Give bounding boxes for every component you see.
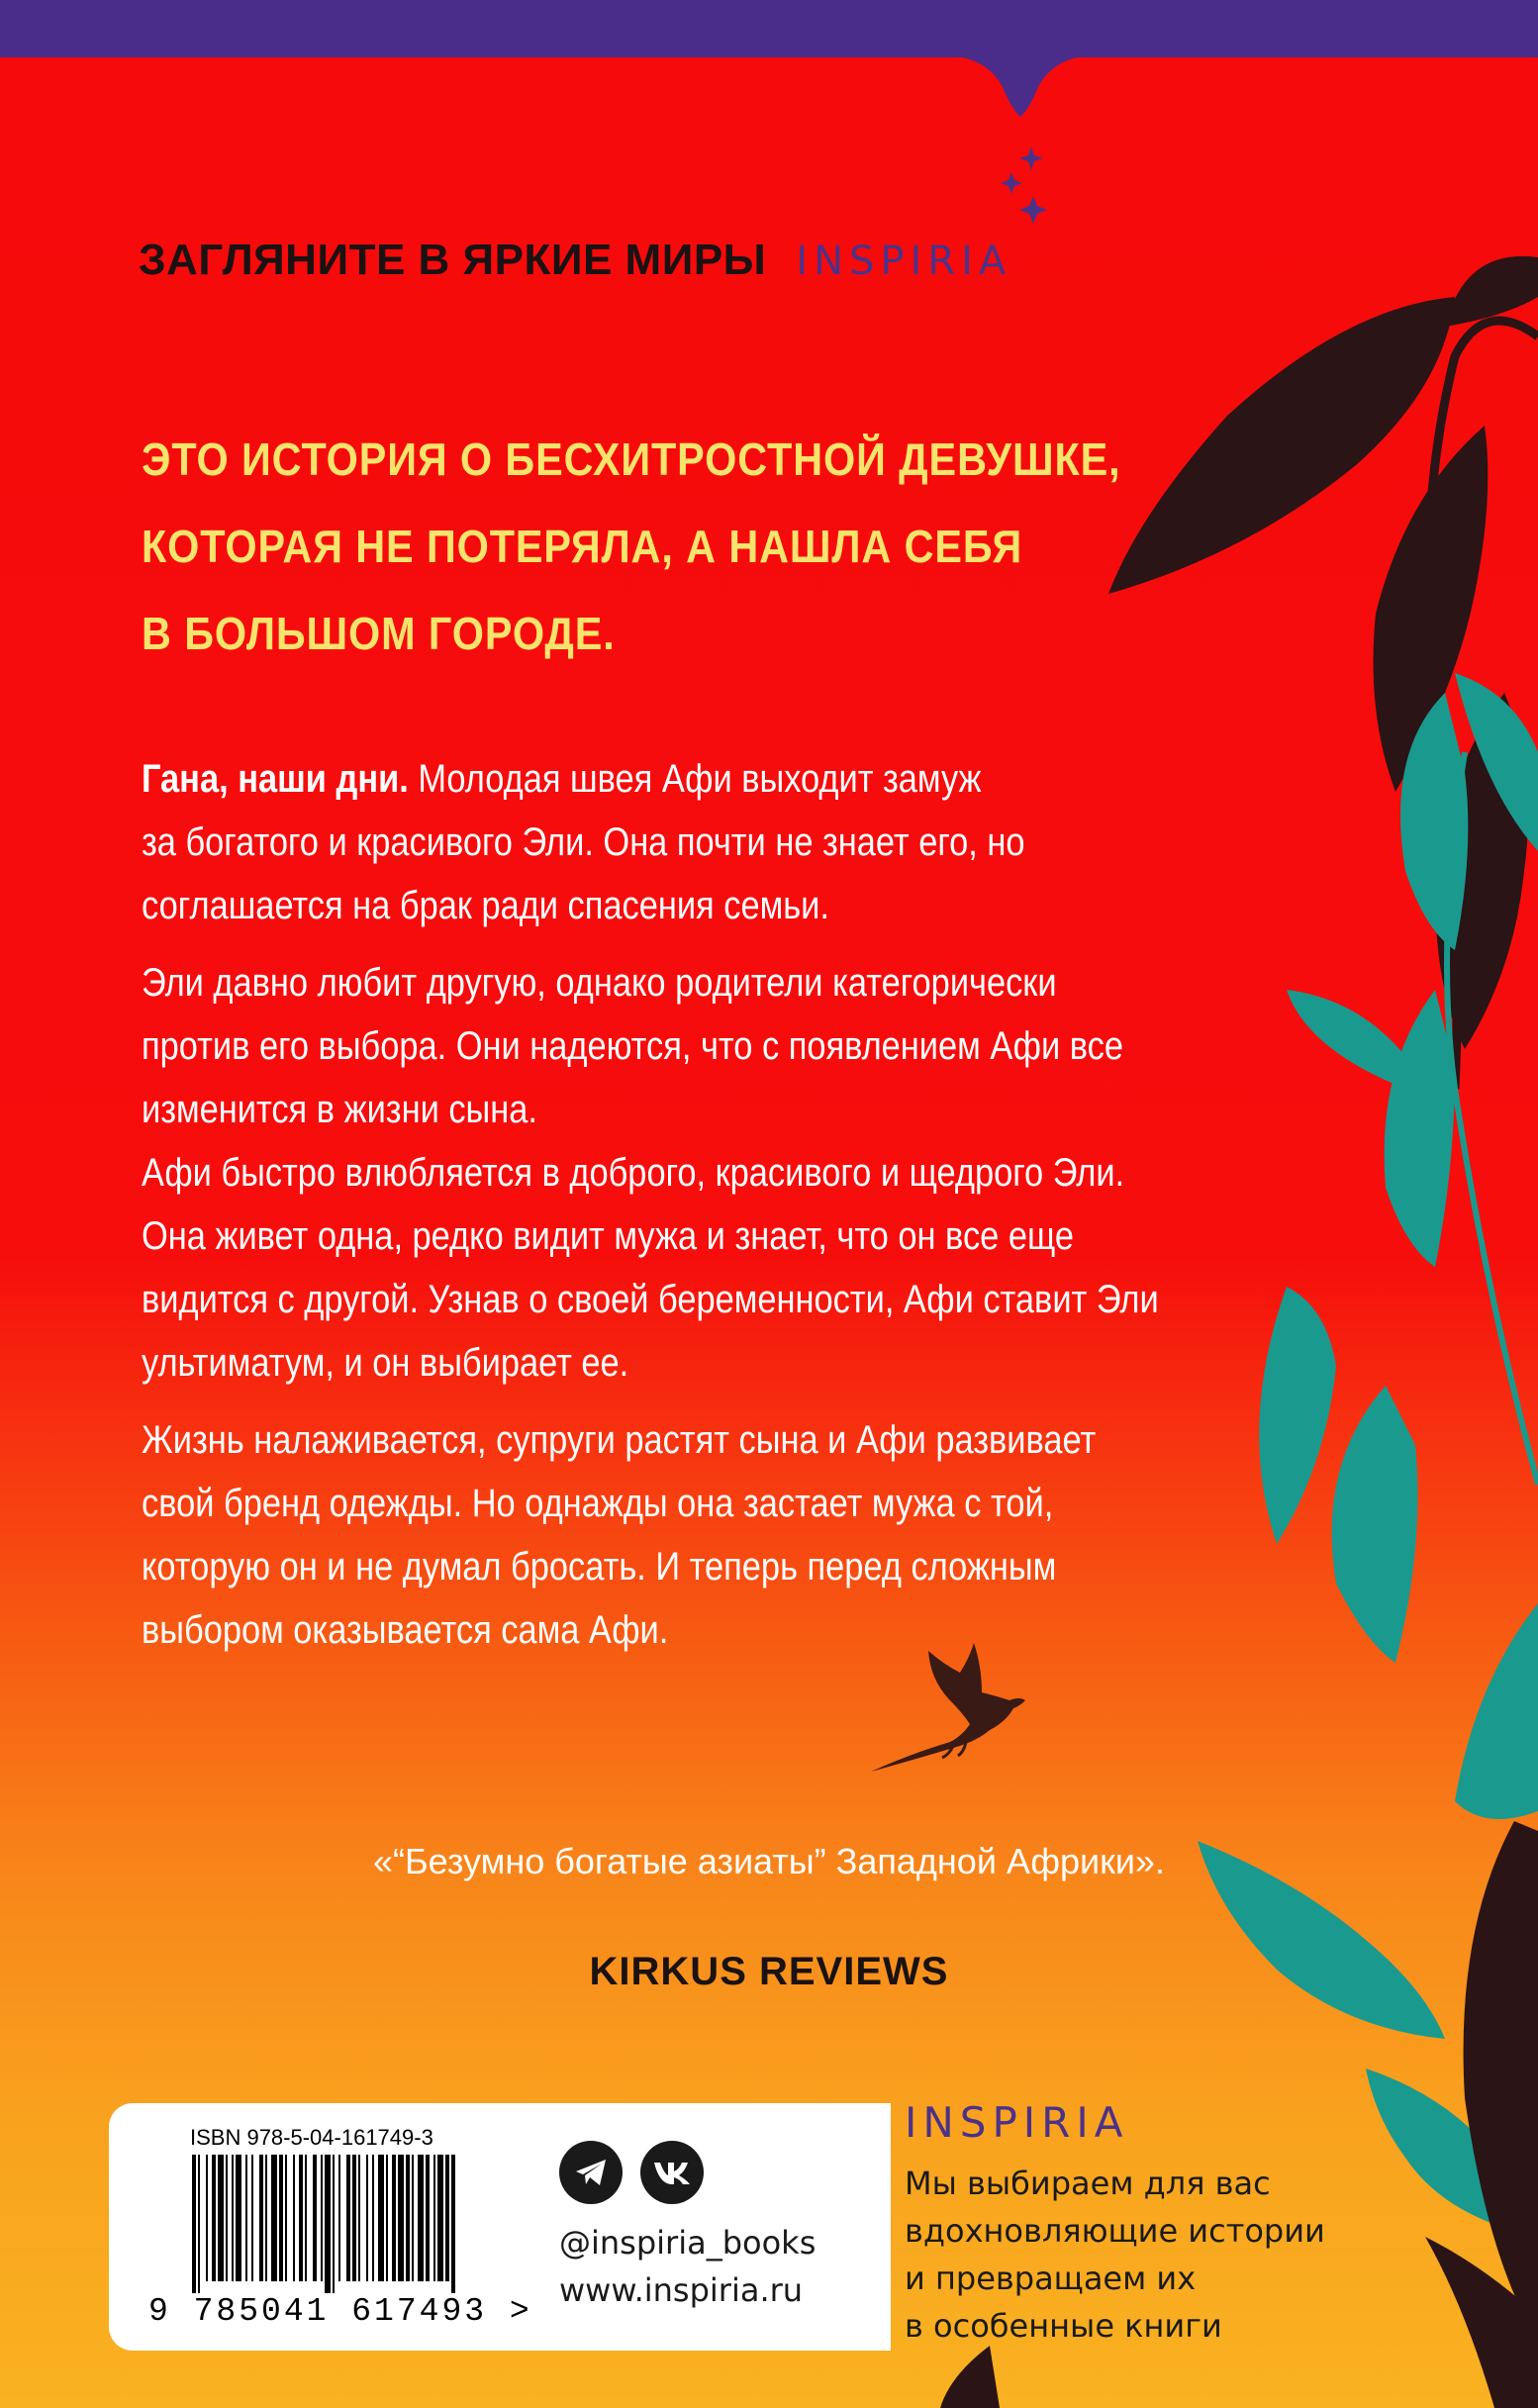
description-line: видится с другой. Узнав о своей беременности, Афи ставит Эли	[142, 1278, 1159, 1321]
description-line: свой бренд одежды. Но однажды она застает мужа с той,	[142, 1482, 1054, 1525]
barcode-bar	[366, 2155, 368, 2281]
barcode-bar	[206, 2155, 208, 2281]
barcode-bar	[236, 2155, 241, 2281]
barcode-bar	[398, 2155, 404, 2281]
barcode-bar	[232, 2155, 234, 2281]
barcode-bar	[418, 2155, 424, 2281]
website-link[interactable]: www.inspiria.ru	[559, 2271, 804, 2309]
description-line: за богатого и красивого Эли. Она почти не знает его, но	[142, 820, 1025, 864]
book-description	[142, 747, 1163, 1676]
description-line: Афи быстро влюбляется в доброго, красивого и щедрого Эли.	[142, 1151, 1125, 1195]
barcode-bar	[271, 2155, 277, 2281]
barcode-bar	[406, 2155, 410, 2281]
barcode-bar	[245, 2155, 247, 2281]
barcode-bar	[445, 2155, 449, 2281]
quote-text: «“Безумно богатые азиаты” Западной Африки».	[373, 1841, 1165, 1881]
barcode-bar	[338, 2155, 340, 2281]
slogan-line: вдохновляющие истории	[905, 2212, 1325, 2250]
description-line: выбором оказывается сама Афи.	[142, 1608, 669, 1652]
barcode-bar	[352, 2155, 356, 2281]
social-handle[interactable]: @inspiria_books	[559, 2224, 817, 2262]
barcode-bar	[251, 2155, 253, 2281]
description-paragraph	[142, 1408, 1163, 1662]
barcode-bar	[437, 2155, 443, 2281]
barcode	[192, 2155, 538, 2293]
bird-icon	[871, 1643, 1049, 1782]
barcode-bar	[305, 2155, 307, 2281]
description-lead: Гана, наши дни.	[142, 757, 409, 801]
telegram-icon[interactable]	[559, 2141, 623, 2204]
isbn-label: ISBN 978-5-04-161749-3	[190, 2125, 433, 2150]
slogan-line: Мы выбираем для вас	[905, 2165, 1271, 2202]
description-line: Она живет одна, редко видит мужа и знает, что он все еще	[142, 1214, 1075, 1258]
barcode-bar	[279, 2155, 283, 2281]
review-quote	[0, 1841, 1538, 1993]
barcode-bar	[313, 2155, 317, 2281]
barcode-digits: 9 785041 617493 >	[148, 2293, 532, 2330]
hook-headline	[142, 416, 1121, 677]
quote-source: KIRKUS REVIEWS	[589, 1950, 949, 1993]
barcode-bar	[372, 2155, 374, 2281]
publisher-slogan	[905, 2160, 1325, 2350]
barcode-bar	[293, 2155, 295, 2281]
slogan-line: в особенные книги	[905, 2307, 1222, 2345]
description-line: которую он и не думал бросать. И теперь перед сложным	[142, 1545, 1057, 1589]
tagline-text: ЗАГЛЯНИТЕ В ЯРКИЕ МИРЫ	[139, 236, 767, 284]
description-line: ультиматум, и он выбирает ее.	[142, 1341, 629, 1385]
barcode-bar	[265, 2155, 267, 2281]
barcode-bar	[451, 2155, 455, 2293]
isbn-card	[109, 2103, 891, 2351]
hook-line: КОТОРАЯ НЕ ПОТЕРЯЛА, А НАШЛА СЕБЯ	[142, 521, 1023, 572]
barcode-bar	[412, 2155, 414, 2281]
barcode-bar	[378, 2155, 384, 2281]
social-icons	[559, 2141, 704, 2204]
barcode-bar	[285, 2155, 287, 2281]
barcode-bar	[299, 2155, 303, 2281]
vk-icon[interactable]	[640, 2141, 704, 2204]
barcode-bar	[346, 2155, 350, 2281]
barcode-bar	[198, 2155, 200, 2293]
barcode-bar	[426, 2155, 430, 2281]
barcode-bar	[433, 2155, 435, 2281]
barcode-bar	[392, 2155, 396, 2281]
description-line: соглашается на брак ради спасения семьи.	[142, 884, 829, 927]
description-line: изменится в жизни сына.	[142, 1088, 537, 1131]
description-text: Молодая швея Афи выходит замуж	[408, 757, 982, 801]
barcode-bar	[259, 2155, 263, 2281]
barcode-bar	[325, 2155, 331, 2293]
barcode-bar	[333, 2155, 335, 2293]
publisher-name: INSPIRIA	[905, 2098, 1129, 2147]
barcode-bar	[358, 2155, 360, 2281]
barcode-bar	[321, 2155, 323, 2281]
hook-line: В БОЛЬШОМ ГОРОДЕ.	[142, 608, 616, 659]
barcode-bar	[192, 2155, 196, 2293]
barcode-bar	[386, 2155, 388, 2281]
description-line: Жизнь налаживается, супруги растят сына и Афи развивает	[142, 1418, 1097, 1462]
description-paragraph	[142, 951, 1163, 1395]
barcode-bar	[212, 2155, 216, 2281]
description-line: Эли давно любит другую, однако родители категорически	[142, 961, 1057, 1005]
slogan-line: и превращаем их	[905, 2260, 1197, 2297]
brand-name: INSPIRIA	[796, 239, 1012, 284]
hook-line: ЭТО ИСТОРИЯ О БЕСХИТРОСТНОЙ ДЕВУШКЕ,	[142, 433, 1121, 485]
description-line: против его выбора. Они надеются, что с появлением Афи все	[142, 1024, 1123, 1068]
barcode-bar	[226, 2155, 228, 2281]
description-paragraph	[142, 747, 1163, 937]
barcode-bar	[218, 2155, 224, 2281]
